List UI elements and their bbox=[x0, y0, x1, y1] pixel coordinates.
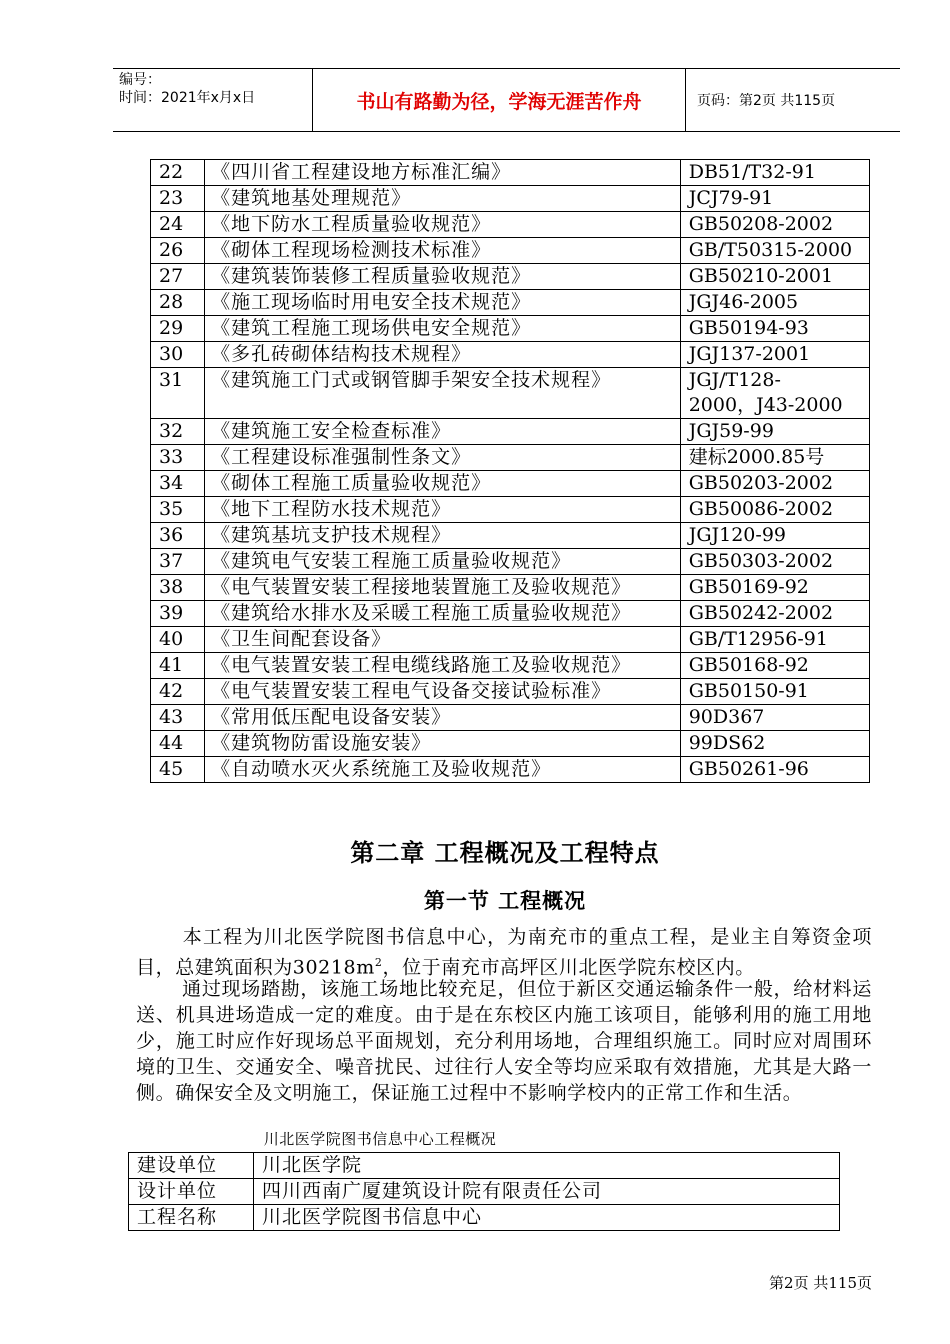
standard-number: 31 bbox=[151, 368, 205, 419]
standard-code: GB50303-2002 bbox=[680, 549, 869, 575]
standard-name: 《多孔砖砌体结构技术规程》 bbox=[205, 342, 681, 368]
standards-table bbox=[150, 159, 870, 783]
standard-name: 《建筑装饰装修工程质量验收规范》 bbox=[205, 264, 681, 290]
table-row bbox=[151, 627, 870, 653]
table-row bbox=[151, 264, 870, 290]
standard-code: GB50168-92 bbox=[680, 653, 869, 679]
standard-code: JGJ120-99 bbox=[680, 523, 869, 549]
standard-name: 《建筑给水排水及采暖工程施工质量验收规范》 bbox=[205, 601, 681, 627]
table-row bbox=[151, 575, 870, 601]
standard-number: 34 bbox=[151, 471, 205, 497]
standard-code: GB/T12956-91 bbox=[680, 627, 869, 653]
standard-code: GB50169-92 bbox=[680, 575, 869, 601]
standard-number: 39 bbox=[151, 601, 205, 627]
standard-number: 42 bbox=[151, 679, 205, 705]
table-row bbox=[151, 705, 870, 731]
standard-number: 28 bbox=[151, 290, 205, 316]
table-row bbox=[151, 212, 870, 238]
standard-name: 《常用低压配电设备安装》 bbox=[205, 705, 681, 731]
standard-code: 建标2000.85号 bbox=[680, 445, 869, 471]
standard-number: 23 bbox=[151, 186, 205, 212]
project-overview-table bbox=[128, 1152, 840, 1231]
page-header bbox=[113, 68, 900, 132]
standard-code: GB/T50315-2000 bbox=[680, 238, 869, 264]
standard-code: 99DS62 bbox=[680, 731, 869, 757]
standard-number: 33 bbox=[151, 445, 205, 471]
standard-name: 《四川省工程建设地方标准汇编》 bbox=[205, 160, 681, 186]
number-label: 编号： bbox=[119, 72, 161, 88]
standard-code: GB50261-96 bbox=[680, 757, 869, 783]
table-row bbox=[151, 653, 870, 679]
para1-text-end: ，位于南充市高坪区川北医学院东校区内。 bbox=[382, 956, 755, 979]
standard-code: GB50203-2002 bbox=[680, 471, 869, 497]
header-divider bbox=[685, 69, 686, 131]
standard-number: 36 bbox=[151, 523, 205, 549]
header-motto: 书山有路勤为径，学海无涯苦作舟 bbox=[356, 90, 642, 113]
standard-name: 《施工现场临时用电安全技术规范》 bbox=[205, 290, 681, 316]
overview-table-caption: 川北医学院图书信息中心工程概况 bbox=[263, 1130, 497, 1148]
standard-name: 《电气装置安装工程电气设备交接试验标准》 bbox=[205, 679, 681, 705]
standard-number: 24 bbox=[151, 212, 205, 238]
standard-code: GB50086-2002 bbox=[680, 497, 869, 523]
para2-text: 通过现场踏勘，该施工场地比较充足，但位于新区交通运输条件一般，给材料运送、机具进场造成一定的难度。由于是在东校区内施工该项目，能够利用的施工用地少，施工时应作好现场总平面规划，充分利用场地，合理组织施工。同时应对周围环境的卫生、交通安全、噪音扰民、过往行人安全等均应采取有效措施，尤其是大路一侧。确保安全及文明施工，保证施工过程中不影响学校内的正常工作和生活。 bbox=[136, 978, 872, 1104]
standard-name: 《工程建设标准强制性条文》 bbox=[205, 445, 681, 471]
header-meta bbox=[119, 71, 309, 107]
standard-code: GB50210-2001 bbox=[680, 264, 869, 290]
standard-code bbox=[680, 368, 869, 419]
standard-name: 《卫生间配套设备》 bbox=[205, 627, 681, 653]
table-row bbox=[151, 160, 870, 186]
standard-name: 《自动喷水灭火系统施工及验收规范》 bbox=[205, 757, 681, 783]
standard-name: 《建筑物防雷设施安装》 bbox=[205, 731, 681, 757]
standard-name: 《建筑施工安全检查标准》 bbox=[205, 419, 681, 445]
standard-name: 《地下工程防水技术规范》 bbox=[205, 497, 681, 523]
standard-number: 27 bbox=[151, 264, 205, 290]
standard-number: 44 bbox=[151, 731, 205, 757]
overview-paragraph-2 bbox=[136, 976, 872, 1106]
standard-name: 《建筑电气安装工程施工质量验收规范》 bbox=[205, 549, 681, 575]
table-row bbox=[129, 1205, 840, 1231]
table-row bbox=[151, 523, 870, 549]
table-row bbox=[151, 419, 870, 445]
section-title: 第一节 工程概况 bbox=[423, 888, 587, 913]
overview-key: 工程名称 bbox=[129, 1205, 254, 1231]
standard-code: JGJ137-2001 bbox=[680, 342, 869, 368]
standard-number: 37 bbox=[151, 549, 205, 575]
table-row bbox=[151, 549, 870, 575]
table-row bbox=[151, 679, 870, 705]
standard-number: 45 bbox=[151, 757, 205, 783]
table-row bbox=[151, 238, 870, 264]
standard-code-line: JGJ/T128- bbox=[688, 369, 781, 391]
standard-name: 《建筑施工门式或钢管脚手架安全技术规程》 bbox=[205, 368, 681, 419]
standard-number: 35 bbox=[151, 497, 205, 523]
standard-code-line: 2000，J43-2000 bbox=[688, 394, 843, 416]
table-row bbox=[151, 497, 870, 523]
standard-number: 38 bbox=[151, 575, 205, 601]
standard-number: 29 bbox=[151, 316, 205, 342]
standard-number: 26 bbox=[151, 238, 205, 264]
standard-name: 《电气装置安装工程接地装置施工及验收规范》 bbox=[205, 575, 681, 601]
standard-number: 30 bbox=[151, 342, 205, 368]
table-row bbox=[151, 342, 870, 368]
standard-number: 32 bbox=[151, 419, 205, 445]
page-footer: 第2页 共115页 bbox=[769, 1274, 872, 1292]
overview-paragraph-1 bbox=[136, 924, 872, 980]
standard-number: 40 bbox=[151, 627, 205, 653]
standard-name: 《地下防水工程质量验收规范》 bbox=[205, 212, 681, 238]
table-row bbox=[129, 1179, 840, 1205]
table-row bbox=[151, 316, 870, 342]
chapter-title: 第二章 工程概况及工程特点 bbox=[350, 838, 660, 867]
table-row bbox=[151, 368, 870, 419]
standard-code: GB50242-2002 bbox=[680, 601, 869, 627]
standard-name: 《建筑地基处理规范》 bbox=[205, 186, 681, 212]
overview-value: 四川西南广厦建筑设计院有限责任公司 bbox=[254, 1179, 840, 1205]
standard-code: JCJ79-91 bbox=[680, 186, 869, 212]
standard-name: 《建筑工程施工现场供电安全规范》 bbox=[205, 316, 681, 342]
table-row bbox=[151, 757, 870, 783]
table-row bbox=[151, 186, 870, 212]
overview-value: 川北医学院图书信息中心 bbox=[254, 1205, 840, 1231]
standard-code: JGJ59-99 bbox=[680, 419, 869, 445]
standard-number: 22 bbox=[151, 160, 205, 186]
overview-value: 川北医学院 bbox=[254, 1153, 840, 1179]
standard-code: 90D367 bbox=[680, 705, 869, 731]
standard-code: JGJ46-2005 bbox=[680, 290, 869, 316]
standard-number: 43 bbox=[151, 705, 205, 731]
header-page-info: 页码：第2页 共115页 bbox=[697, 93, 836, 109]
standard-name: 《砌体工程现场检测技术标准》 bbox=[205, 238, 681, 264]
superscript: 2 bbox=[374, 956, 383, 969]
standard-name: 《砌体工程施工质量验收规范》 bbox=[205, 471, 681, 497]
overview-key: 设计单位 bbox=[129, 1179, 254, 1205]
standard-code: GB50150-91 bbox=[680, 679, 869, 705]
overview-key: 建设单位 bbox=[129, 1153, 254, 1179]
standard-code: GB50208-2002 bbox=[680, 212, 869, 238]
table-row bbox=[151, 471, 870, 497]
standard-code: DB51/T32-91 bbox=[680, 160, 869, 186]
table-row bbox=[129, 1153, 840, 1179]
table-row bbox=[151, 290, 870, 316]
standard-number: 41 bbox=[151, 653, 205, 679]
date-line: 时间：2021年x月x日 bbox=[119, 90, 256, 106]
standard-code: GB50194-93 bbox=[680, 316, 869, 342]
table-row bbox=[151, 445, 870, 471]
table-row bbox=[151, 731, 870, 757]
standard-name: 《建筑基坑支护技术规程》 bbox=[205, 523, 681, 549]
table-row bbox=[151, 601, 870, 627]
standard-name: 《电气装置安装工程电缆线路施工及验收规范》 bbox=[205, 653, 681, 679]
para1-text: 本工程为川北医学院图书信息中心，为南充市的重点工程，是业主自筹资金项目，总建筑面积为30218m bbox=[136, 926, 872, 979]
